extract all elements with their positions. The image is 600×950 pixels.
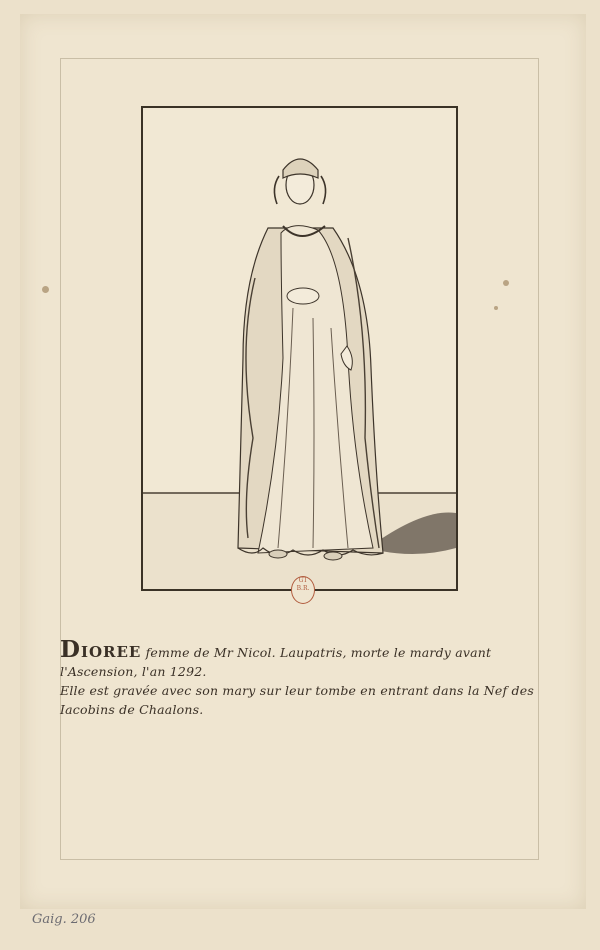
figure-frame <box>141 106 458 591</box>
foot <box>269 550 287 558</box>
caption-line-2: l'Ascension, l'an 1292. <box>60 664 207 679</box>
hand <box>287 288 319 304</box>
caption-initial: D <box>60 636 81 663</box>
foxing-spot <box>42 286 49 293</box>
shelf-mark: Gaig. 206 <box>32 912 96 927</box>
foot <box>324 552 342 560</box>
effigy-drawing <box>143 108 456 589</box>
stamp-line-2: B.R. <box>296 585 310 592</box>
caption <box>60 636 540 719</box>
stamp-line-1: GT <box>298 577 308 584</box>
caption-line-1 <box>60 636 540 663</box>
caption-line-1-text: femme de Mr Nicol. Laupatris, morte le mardy avant <box>145 645 492 660</box>
caption-line-3: Elle est gravée avec son mary sur leur tombe en entrant dans la Nef des <box>60 683 534 698</box>
caption-line-4: Iacobins de Chaalons. <box>60 702 204 717</box>
library-stamp <box>291 576 315 604</box>
caption-title: IOREE <box>80 643 142 661</box>
